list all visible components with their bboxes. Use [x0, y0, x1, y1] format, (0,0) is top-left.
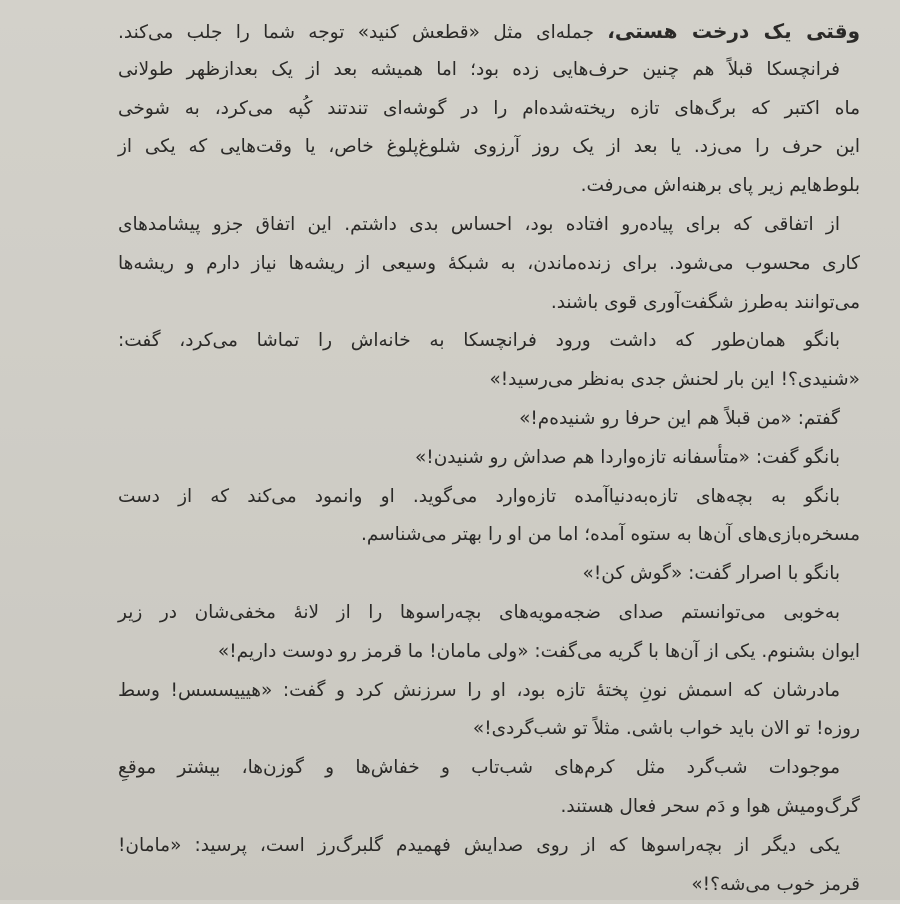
text-line: فرانچسکا قبلاً هم چنین حرف‌هایی زده بود؛ اما همیشه بعد از یک بعدازظهر طولانی — [118, 58, 840, 80]
text-line: بانگو به بچه‌های تازه‌به‌دنیاآمده تازه‌وارد می‌گوید. او وانمود می‌کند که از دست — [118, 485, 840, 507]
text-line: گفتم: «من قبلاً هم این حرفا رو شنیده‌م!» — [519, 407, 840, 429]
text-line: به‌خوبی می‌توانستم صدای ضجه‌مویه‌های بچه‌راسوها را از لانهٔ مخفی‌شان در زیر — [118, 601, 840, 623]
text-line: قرمز خوب می‌شه؟!» — [691, 873, 860, 895]
text-line: بانگو گفت: «متأسفانه تازه‌واردا هم صداش رو شنیدن!» — [414, 446, 840, 468]
text-line: ماه اکتبر که برگ‌های تازه ریخته‌شده‌ام را در گوشه‌ای تندتند کُپه می‌کرد، به شوخی — [118, 97, 860, 119]
text-line: روزه! تو الان باید خواب باشی. مثلاً تو شب‌گردی!» — [472, 718, 860, 740]
text-line: می‌توانند به‌طرز شگفت‌آوری قوی باشند. — [550, 291, 860, 313]
text-line: مادرشان که اسمش نونِ پختهٔ تازه بود، او را سرزنش کرد و گفت: «هیییسسس! وسط — [118, 679, 840, 701]
text-line: موجودات شب‌گرد مثل کرم‌های شب‌تاب و خفاش‌ها و گوزن‌ها، بیشتر موقعِ — [118, 757, 840, 779]
book-page — [118, 12, 860, 904]
text-line: مسخره‌بازی‌های آن‌ها به ستوه آمده؛ اما من او را بهتر می‌شناسم. — [360, 524, 860, 546]
text-line: از اتفاقی که برای پیاده‌رو افتاده بود، احساس بدی داشتم. این اتفاق جزو پیشامدهای — [118, 213, 840, 235]
text-line: بلوط‌هایم زیر پای برهنه‌اش می‌رفت. — [580, 175, 860, 197]
text-line: ایوان بشنوم. یکی از آن‌ها با گریه می‌گفت: «ولی مامان! ما قرمز رو دوست داریم!» — [217, 640, 860, 662]
text-line: «شنیدی؟! این بار لحنش جدی به‌نظر می‌رسید!» — [489, 369, 860, 391]
text-line: بانگو با اصرار گفت: «گوش کن!» — [582, 563, 840, 585]
text-line: بانگو همان‌طور که داشت ورود فرانچسکا به خانه‌اش را تماشا می‌کرد، گفت: — [118, 330, 840, 352]
text-line — [118, 12, 860, 51]
bold-heading: وقتی یک درخت هستی، — [607, 19, 860, 43]
text-line: این حرف را می‌زد. یا بعد از یک روز آرزوی شلوغ‌پلوغ خاص، یا وقت‌هایی که یکی از — [118, 136, 860, 158]
text-line: گرگ‌ومیش هوا و دَم سحر فعال هستند. — [560, 795, 860, 817]
line-text: جمله‌ای مثل «قطعش کنید» توجه شما را جلب می‌کند. — [118, 22, 608, 43]
text-line: یکی دیگر از بچه‌راسوها که از روی صدایش فهمیدم گلبرگ‌رز است، پرسید: «مامان! — [118, 834, 840, 856]
text-line: کاری محسوب می‌شود. برای زنده‌ماندن، به شبکهٔ وسیعی از ریشه‌ها نیاز دارم و ریشه‌ها — [118, 252, 860, 274]
